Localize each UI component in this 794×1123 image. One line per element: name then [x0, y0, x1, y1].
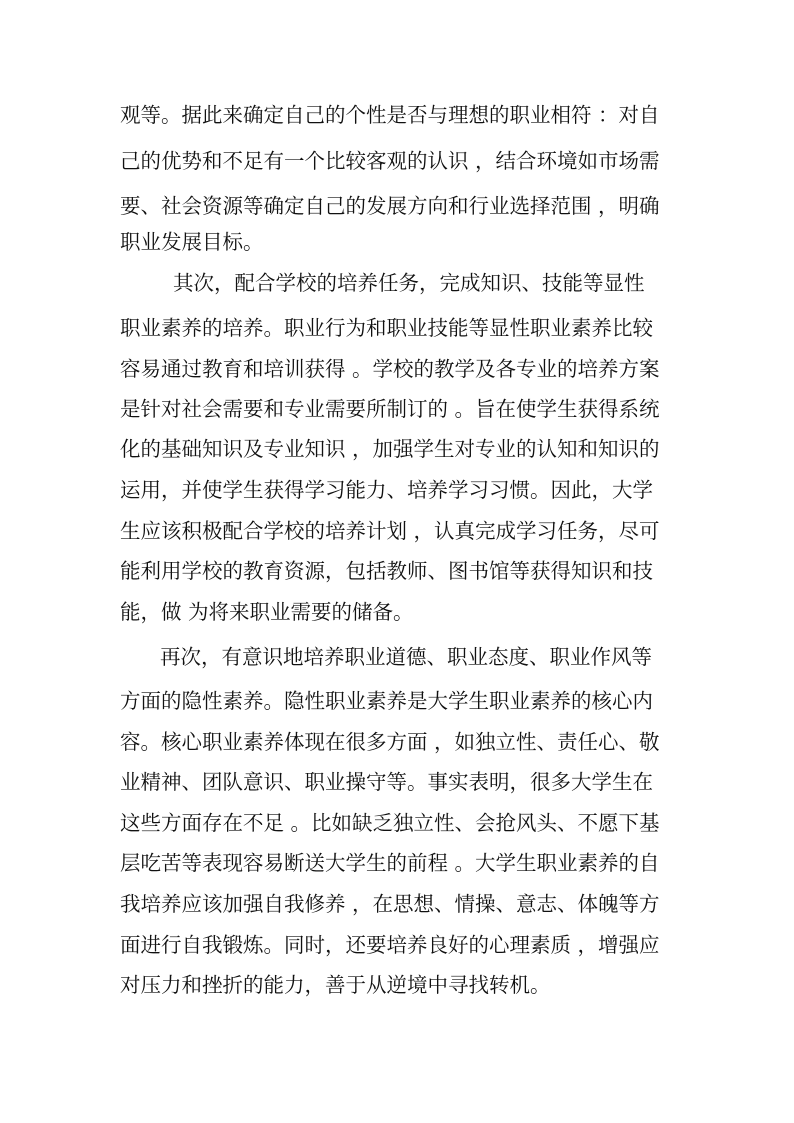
text-line-2: 己的优势和不足有一个比较客观的认识 ，结合环境如市场需	[120, 149, 660, 173]
text-line-9: 化的基础知识及专业知识 ，加强学生对专业的认知和知识的	[120, 437, 660, 461]
text-line-3: 要、社会资源等确定自己的发展方向和行业选择范围 ，明确	[120, 194, 660, 218]
text-line-4: 职业发展目标。	[120, 230, 264, 254]
text-line-7: 容易通过教育和培训获得 。学校的教学及各专业的培养方案	[120, 357, 660, 381]
text-line-17: 业精神、团队意识、职业操守等。事实表明，很多大学生在	[120, 770, 653, 794]
text-line-21: 面进行自我锻炼。同时，还要培养良好的心理素质 ，增强应	[120, 933, 660, 957]
text-line-19: 层吃苦等表现容易断送大学生的前程 。大学生职业素养的自	[120, 851, 660, 875]
text-line-20: 我培养应该加强自我修养 ，在思想、情操、意志、体魄等方	[120, 892, 660, 916]
text-line-18: 这些方面存在不足 。比如缺乏独立性、会抢风头、不愿下基	[120, 811, 660, 835]
text-line-8: 是针对社会需要和专业需要所制订的 。旨在使学生获得系统	[120, 397, 660, 421]
text-line-12: 能利用学校的教育资源，包括教师、图书馆等获得知识和技	[120, 559, 653, 583]
text-line-16: 容。核心职业素养体现在很多方面 ，如独立性、责任心、敬	[120, 730, 660, 754]
text-line-14: 再次，有意识地培养职业道德、职业态度、职业作风等	[160, 645, 652, 669]
text-line-13: 能，做 为将来职业需要的储备。	[120, 600, 414, 624]
text-line-1: 观等。据此来确定自己的个性是否与理想的职业相符 ：对自	[120, 103, 660, 127]
text-line-15: 方面的隐性素养。隐性职业素养是大学生职业素养的核心内	[120, 689, 653, 713]
text-line-5: 其次，配合学校的培养任务，完成知识、技能等显性	[173, 271, 645, 295]
text-line-11: 生应该积极配合学校的培养计划 ，认真完成学习任务，尽可	[120, 519, 660, 543]
text-line-6: 职业素养的培养。职业行为和职业技能等显性职业素养比较	[120, 316, 653, 340]
text-line-22: 对压力和挫折的能力，善于从逆境中寻找转机。	[120, 973, 551, 997]
text-line-10: 运用，并使学生获得学习能力、培养学习习惯。因此，大学	[120, 478, 653, 502]
